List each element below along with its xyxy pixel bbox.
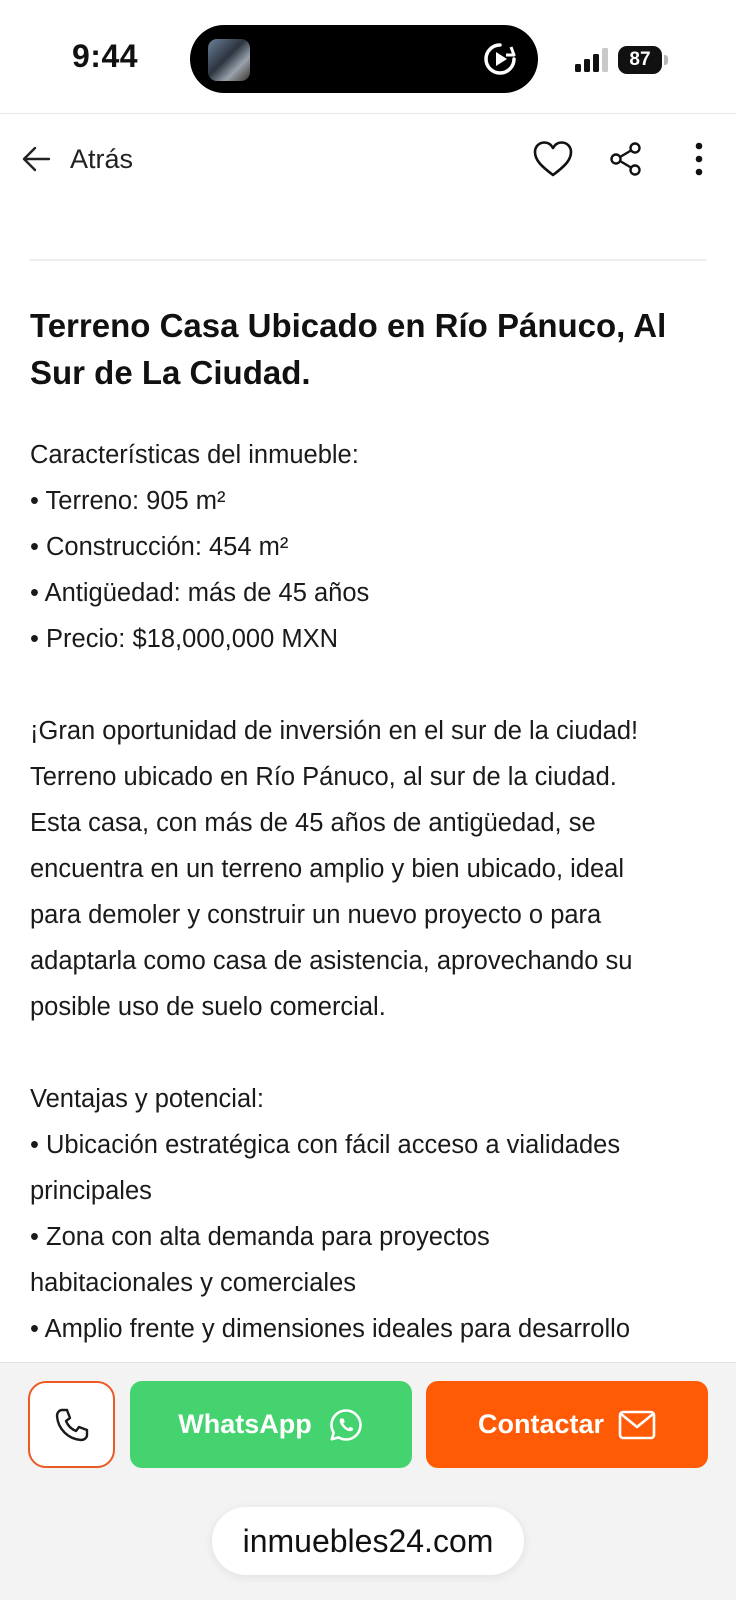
section-divider — [30, 259, 706, 261]
more-options-button[interactable] — [676, 136, 722, 182]
description-line: adaptarla como casa de asistencia, aprovechando su — [30, 947, 633, 975]
description-line: Ventajas y potencial: — [30, 1085, 264, 1113]
back-button[interactable] — [20, 136, 133, 182]
whatsapp-icon — [328, 1407, 364, 1443]
description-line: • Zona con alta demanda para proyectos — [30, 1223, 490, 1251]
listing-description — [30, 432, 710, 1398]
top-nav-bar — [0, 114, 736, 204]
description-line: Esta casa, con más de 45 años de antigüedad, se — [30, 809, 596, 837]
bottom-action-bar — [0, 1362, 736, 1600]
description-line: Terreno ubicado en Río Pánuco, al sur de la ciudad. — [30, 763, 617, 791]
battery-indicator — [618, 46, 668, 74]
arrow-left-icon — [20, 143, 52, 175]
more-vertical-icon — [693, 141, 705, 177]
listing-content[interactable] — [30, 302, 710, 1362]
cellular-signal-icon — [575, 48, 611, 72]
whatsapp-button-label: WhatsApp — [178, 1409, 312, 1439]
description-line: • Terreno: 905 m² — [30, 487, 226, 515]
description-line: principales — [30, 1177, 152, 1205]
mail-icon — [618, 1410, 656, 1440]
phone-icon — [53, 1406, 91, 1444]
description-line — [30, 1030, 710, 1076]
favorite-button[interactable] — [530, 136, 576, 182]
contact-button[interactable] — [426, 1381, 708, 1468]
call-button[interactable] — [28, 1381, 115, 1468]
description-line — [30, 662, 710, 708]
listing-title: Terreno Casa Ubicado en Río Pánuco, Al Sur de La Ciudad. — [30, 307, 667, 391]
description-line: • Construcción: 454 m² — [30, 533, 289, 561]
now-playing-artwork — [208, 39, 250, 81]
description-line: • Precio: $18,000,000 MXN — [30, 625, 339, 653]
description-line: posible uso de suelo comercial. — [30, 993, 386, 1021]
description-line: • Amplio frente y dimensiones ideales para desarrollo — [30, 1315, 630, 1343]
heart-icon — [532, 139, 574, 179]
browser-address-bar[interactable]: inmuebles24.com — [212, 1507, 524, 1575]
whatsapp-button[interactable] — [130, 1381, 412, 1468]
description-line: habitacionales y comerciales — [30, 1269, 356, 1297]
description-line: encuentra en un terreno amplio y bien ubicado, ideal — [30, 855, 624, 883]
status-bar — [0, 0, 736, 114]
description-line: Características del inmueble: — [30, 441, 359, 469]
battery-level: 87 — [618, 46, 662, 74]
share-button[interactable] — [603, 136, 649, 182]
status-time: 9:44 — [72, 38, 139, 74]
dynamic-island[interactable] — [190, 25, 538, 93]
description-line: para demoler y construir un nuevo proyecto o para — [30, 901, 602, 929]
contact-button-label: Contactar — [477, 1409, 605, 1439]
description-line: • Antigüedad: más de 45 años — [30, 579, 370, 607]
back-label: Atrás — [70, 143, 134, 174]
share-icon — [608, 141, 644, 177]
play-circle-icon — [482, 41, 518, 77]
battery-tip — [664, 55, 668, 65]
description-line: • Ubicación estratégica con fácil acceso a vialidades — [30, 1131, 621, 1159]
description-line: ¡Gran oportunidad de inversión en el sur de la ciudad! — [30, 717, 639, 745]
